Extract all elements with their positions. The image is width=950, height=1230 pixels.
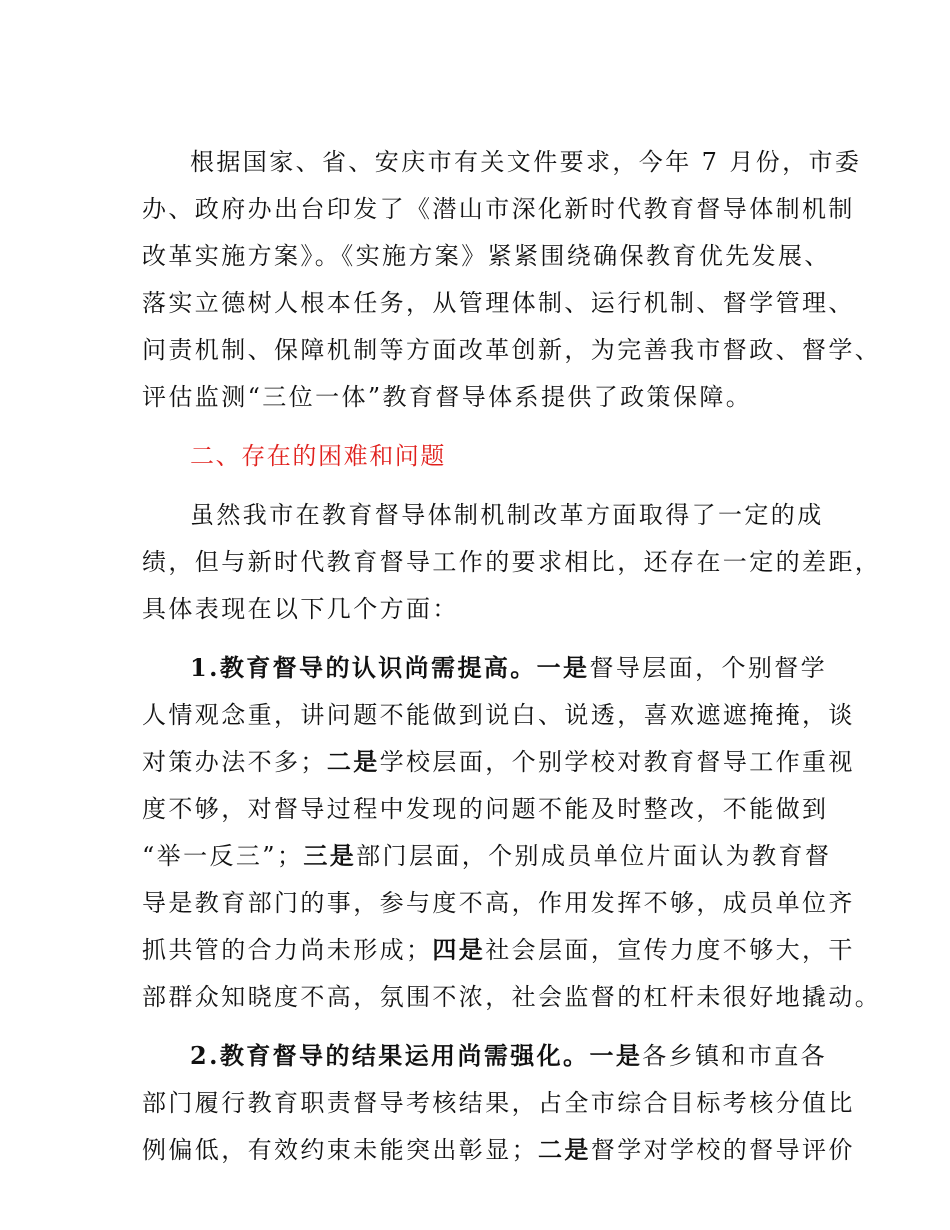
item-1-title: 1.教育督导的认识尚需提高。 (190, 653, 537, 682)
paragraph-2-line-1: 虽然我市在教育督导体制机制改革方面取得了一定的成 (190, 501, 824, 529)
item-1-line-6: 导是教育部门的事，参与度不高，作用发挥不够，成员单位齐 (142, 889, 855, 917)
paragraph-2-line-3: 具体表现在以下几个方面： (142, 595, 459, 623)
item-1-marker-2: 二是 (326, 747, 380, 776)
item-1-marker-3: 三是 (303, 841, 357, 870)
item-1-text: 社会层面，宣传力度不够大，干 (485, 936, 855, 964)
item-2-title: 2.教育督导的结果运用尚需强化。 (190, 1041, 590, 1070)
item-2-text: 督学对学校的督导评价 (590, 1136, 855, 1164)
item-2-line-3 (142, 1134, 855, 1166)
paragraph-2-line-2: 绩，但与新时代教育督导工作的要求相比，还存在一定的差距， (142, 548, 882, 576)
item-1-marker-1: 一是 (536, 653, 590, 682)
item-1-text: 抓共管的合力尚未形成； (142, 936, 433, 964)
paragraph-1-line-5: 问责机制、保障机制等方面改革创新，为完善我市督政、督学、 (142, 336, 882, 364)
paragraph-1-line-2: 办、政府办出台印发了《潜山市深化新时代教育督导体制机制 (142, 195, 855, 223)
item-1-line-7 (142, 934, 855, 966)
item-1-text: “举一反三”； (142, 842, 304, 870)
item-1-line-4: 度不够，对督导过程中发现的问题不能及时整改，不能做到 (142, 795, 829, 823)
item-2-line-1 (190, 1040, 827, 1072)
item-1-line-1 (190, 652, 827, 684)
paragraph-1-line-3: 改革实施方案》。《实施方案》紧紧围绕确保教育优先发展、 (142, 242, 831, 270)
item-2-marker-1: 一是 (589, 1041, 643, 1070)
paragraph-1-line-4: 落实立德树人根本任务，从管理体制、运行机制、督学管理、 (142, 289, 855, 317)
item-1-line-2: 人情观念重，讲问题不能做到说白、说透，喜欢遮遮掩掩，谈 (142, 701, 855, 729)
paragraph-1-line-1: 根据国家、省、安庆市有关文件要求，今年 7 月份，市委 (190, 148, 862, 176)
item-1-line-5 (142, 840, 831, 872)
item-2-line-2: 部门履行教育职责督导考核结果，占全市综合目标考核分值比 (142, 1089, 855, 1117)
item-1-text: 对策办法不多； (142, 748, 327, 776)
item-2-marker-2: 二是 (538, 1135, 591, 1164)
item-1-text: 部门层面，个别成员单位片面认为教育督 (356, 842, 832, 870)
section-heading: 二、存在的困难和问题 (190, 442, 446, 470)
paragraph-1-line-6: 评估监测“三位一体”教育督导体系提供了政策保障。 (142, 383, 753, 411)
item-1-marker-4: 四是 (432, 935, 486, 964)
item-2-text: 各乡镇和市直各 (642, 1042, 828, 1070)
item-1-text: 督导层面，个别督学 (589, 654, 828, 682)
item-1-line-8: 部群众知晓度不高，氛围不浓，社会监督的杠杆未很好地撬动。 (142, 983, 882, 1011)
item-2-text: 例偏低，有效约束未能突出彰显； (142, 1136, 538, 1164)
item-1-text: 学校层面，个别学校对教育督导工作重视 (379, 748, 855, 776)
item-1-line-3 (142, 746, 855, 778)
